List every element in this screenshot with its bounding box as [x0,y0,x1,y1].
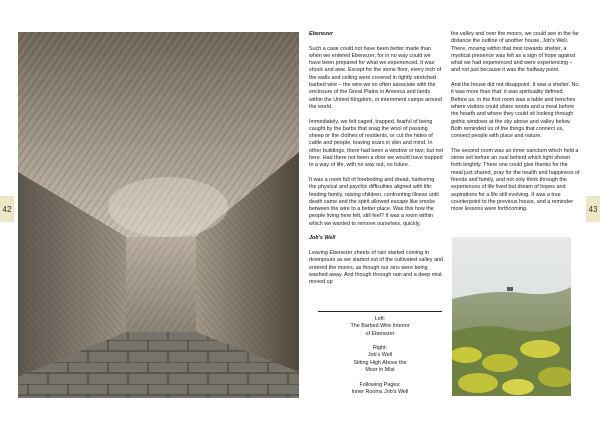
right-text-column [451,31,580,221]
barbed-wire-interior-illustration [18,32,299,398]
page-number-left: 42 [2,204,12,214]
paragraph: The second room was an inner sanctum which held a stone set before an oval behind which light shown forth brightly. There one could give thanks for the meal just shared, pray for the health and happiness of friends and family, and not only think through the experiences of life lived but dream of hopes and aspirations for a life still evolving. It was a true counterpoint to the previous house, and a reminder more lessons were forthcoming. [451,147,580,213]
section-heading-jobs-well: Job's Well [309,235,336,242]
caption-line: Left: [374,316,386,322]
paragraph: Leaving Ebenezer sheets of rain started coming in downpours as we started out of the cultivated valley and entered the moors, as though our sins were being washed away. And though through rain and a deep mist moved up [309,249,443,286]
paragraph: And the house did not disappoint. It was a shelter. No, it was more than that: it was spirituality defined. Before us, in the first room was a table and benches where visitors could share words and a meal before the hearth and where they could sit looking through gothic windows at the sky above and valley below. Both reminded us of the things that connect us, connect people with place and nature. [451,82,580,140]
caption-line: Sitting High Above the [353,359,407,366]
jobs-well-moor-photo [452,237,571,396]
caption-line: Following Pages: [359,381,401,388]
page-number-left-tab [0,196,14,222]
jobs-well-moor-illustration [452,237,571,396]
barbed-wire-interior-photo [18,32,299,398]
photo-caption [318,316,442,396]
caption-divider [318,311,442,312]
page-number-right: 43 [588,204,598,214]
caption-line: Moor in Mist [365,367,395,374]
paragraph: the valley and over the moors, we could see in the far distance the outline of another house, Job's Well. There, moving within that mist towards shelter, a mystical presence was felt as a sign of hope against what we had experienced and were experiencing – and not just because it was the halfway point. [451,31,579,74]
caption-line: Inner Rooms Job's Well [351,388,409,395]
caption-line: of Ebenezer [365,330,395,337]
section-heading-ebenezer: Ebenezer [309,31,333,37]
left-text-column [309,31,443,294]
caption-line: The Barbed Wire Interior [350,323,410,330]
caption-line: Right: [372,345,388,352]
paragraph: Such a case could not have been better made than when we entered Ebenezer, for in no way could we have been prepared for what we experienced. It was shock and awe. Except for the stone floor, every inch of the walls and ceiling were covered in tightly stretched barbed wire – the wire we so often associate with the enclosure of the Great Plains in America and lands within the United Kingdom, or internment camps around the world. [309,45,443,110]
paragraph: Immediately, we felt caged, trapped, fearful of being caught by the barbs that snag the wool of passing sheep or the clothes of residents, or cut the hides of cattle and people, leaving scars in skin and mind. In other buildings, there had been a window or two; but not here. Had there not been a door we would have trapped to a way of life, with no way out, no future. [309,118,443,169]
caption-line: Job's Well [367,352,393,359]
paragraph: It was a room full of foreboding and dread, harboring the physical and psychic difficulties aligned with life: feeding family, raising children, confronting illness until death came and the spirit allowed escape like smoke between the wire to a better place. Was this how the people living here felt, still feel? It was a room within which we wanted to remove ourselves, quickly. [309,176,439,227]
page-number-right-tab [586,196,600,222]
